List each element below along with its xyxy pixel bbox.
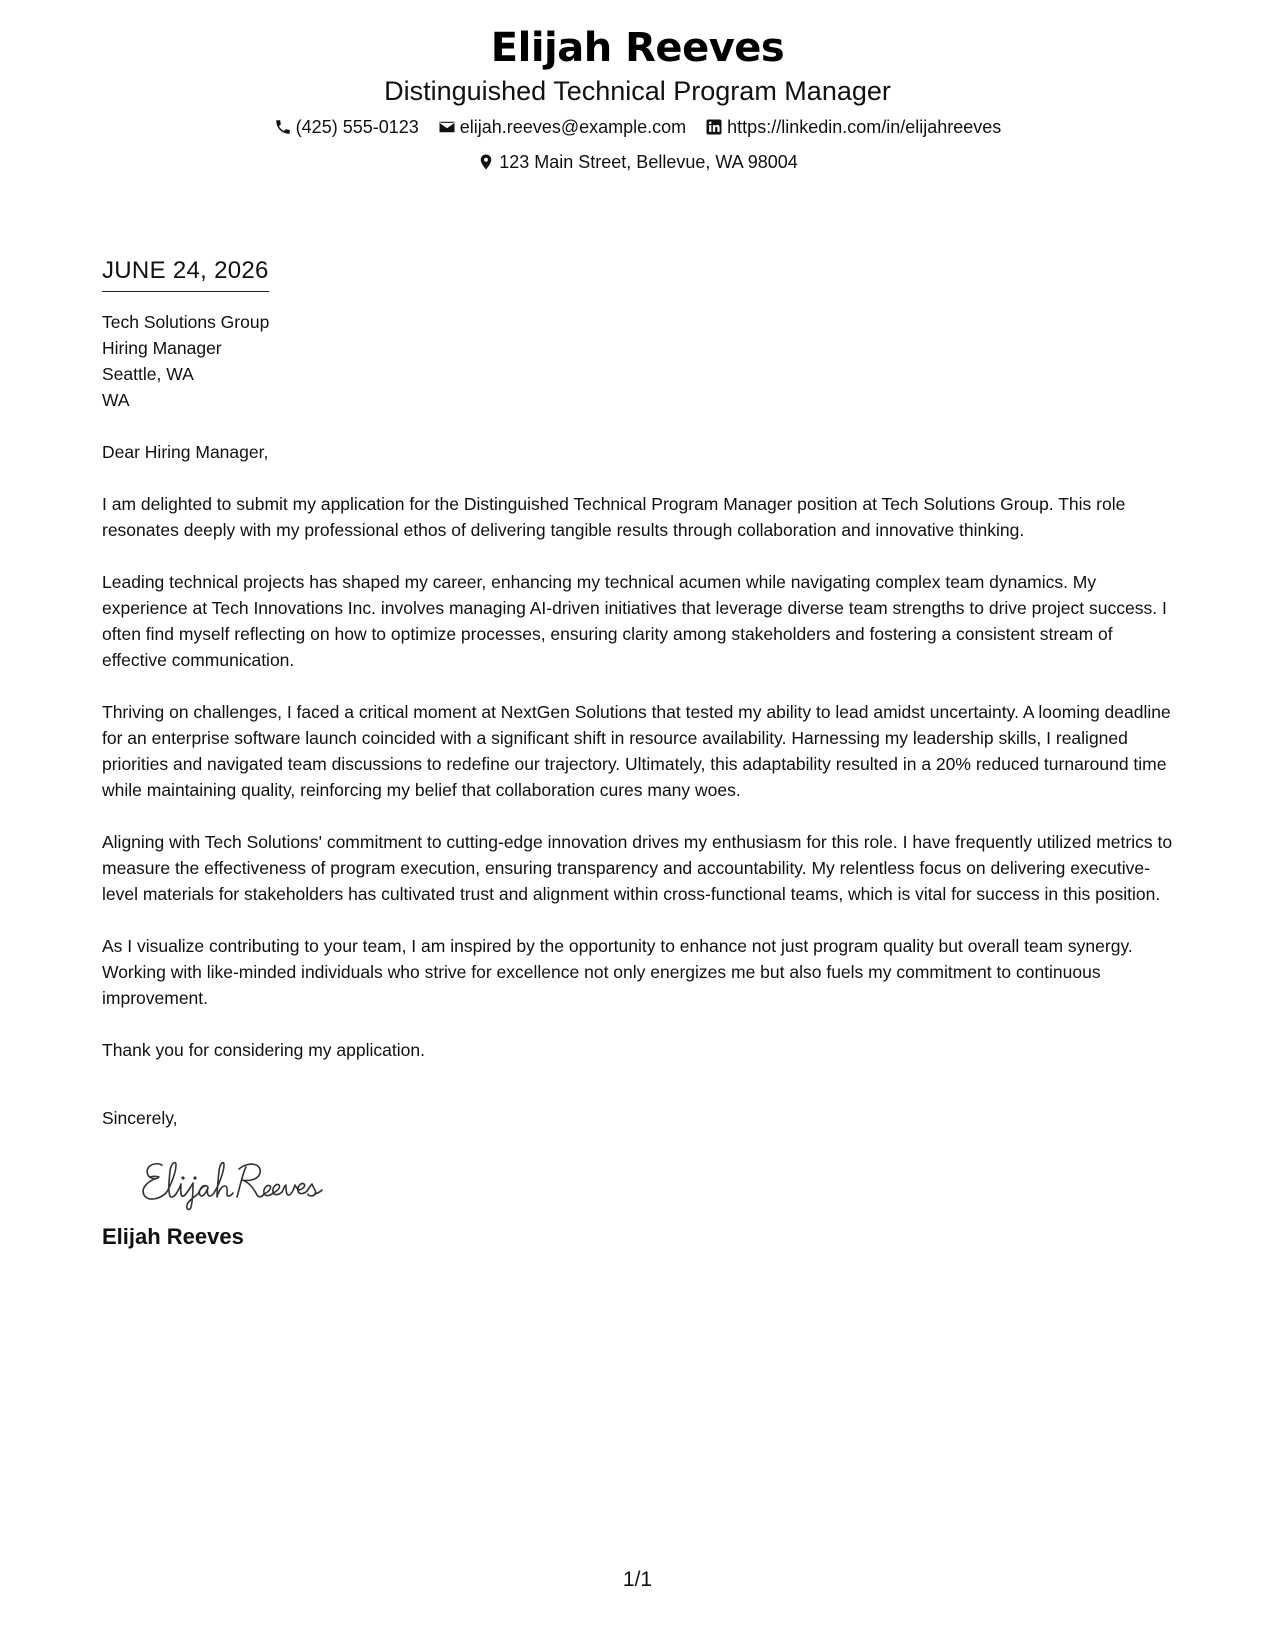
page-number: 1/1 — [622, 1568, 653, 1591]
applicant-headline: Distinguished Technical Program Manager — [384, 76, 891, 106]
phone-text: (425) 555-0123 — [295, 117, 419, 137]
linkedin-icon — [705, 118, 723, 136]
recipient-state: WA — [102, 390, 130, 410]
applicant-name: Elijah Reeves — [490, 25, 785, 71]
handwritten-signature — [136, 1151, 336, 1211]
closing-thanks: Thank you for considering my application. — [102, 1040, 425, 1060]
envelope-icon — [438, 118, 456, 136]
letter-body — [102, 256, 1182, 1251]
email-text[interactable]: elijah.reeves@example.com — [459, 117, 687, 137]
contact-address — [477, 151, 798, 173]
recipient-block — [102, 309, 1182, 413]
map-marker-icon — [477, 153, 495, 171]
body-paragraph: Thriving on challenges, I faced a critical moment at NextGen Solutions that tested my ability to lead amidst uncertainty. A looming deadline for an enterprise software launch coincided with a significant shift in resource availability. Harnessing my leadership skills, I realigned priorities and navigated team discussions to redefine our trajectory. Ultimately, this adaptability resulted in a 20% reduced turnaround time while maintaining quality, reinforcing my belief that collaboration cures many woes. — [102, 702, 1171, 800]
body-paragraph: As I visualize contributing to your team, I am inspired by the opportunity to enhance not just program quality but overall team synergy. Working with like-minded individuals who strive for excellence not only energizes me but also fuels my commitment to continuous improvement. — [102, 936, 1133, 1008]
body-paragraph: Leading technical projects has shaped my career, enhancing my technical acumen while navigating complex team dynamics. My experience at Tech Innovations Inc. involves managing AI-driven initiatives that leverage diverse team strengths to drive project success. I often find myself reflecting on how to optimize processes, ensuring clarity among stakeholders and fostering a consistent stream of effective communication. — [102, 572, 1167, 670]
letter-date: JUNE 24, 2026 — [102, 256, 269, 292]
recipient-company: Tech Solutions Group — [102, 312, 270, 332]
body-paragraph: Aligning with Tech Solutions' commitment to cutting-edge innovation drives my enthusiasm for this role. I have frequently utilized metrics to measure the effectiveness of program execution, ensuring transparency and accountability. My relentless focus on delivering executive-level materials for stakeholders has cultivated trust and alignment within cross-functional teams, which is vital for success in this position. — [102, 832, 1173, 904]
signer-name: Elijah Reeves — [102, 1224, 244, 1249]
recipient-city: Seattle, WA — [102, 364, 194, 384]
address-text: 123 Main Street, Bellevue, WA 98004 — [499, 152, 798, 172]
contact-email[interactable] — [438, 116, 686, 138]
address-row — [0, 151, 1275, 176]
contact-linkedin[interactable] — [705, 116, 1001, 138]
contact-phone — [274, 116, 419, 138]
signoff: Sincerely, — [102, 1108, 178, 1128]
body-paragraph: I am delighted to submit my application for the Distinguished Technical Program Manager position at Tech Solutions Group. This role resonates deeply with my professional ethos of delivering tangible results through collaboration and innovative thinking. — [102, 494, 1126, 540]
phone-icon — [274, 118, 292, 136]
contact-row — [0, 116, 1275, 141]
greeting: Dear Hiring Manager, — [102, 442, 269, 462]
letter-header — [0, 22, 1275, 176]
recipient-title: Hiring Manager — [102, 338, 222, 358]
linkedin-text[interactable]: https://linkedin.com/in/elijahreeves — [727, 117, 1002, 137]
